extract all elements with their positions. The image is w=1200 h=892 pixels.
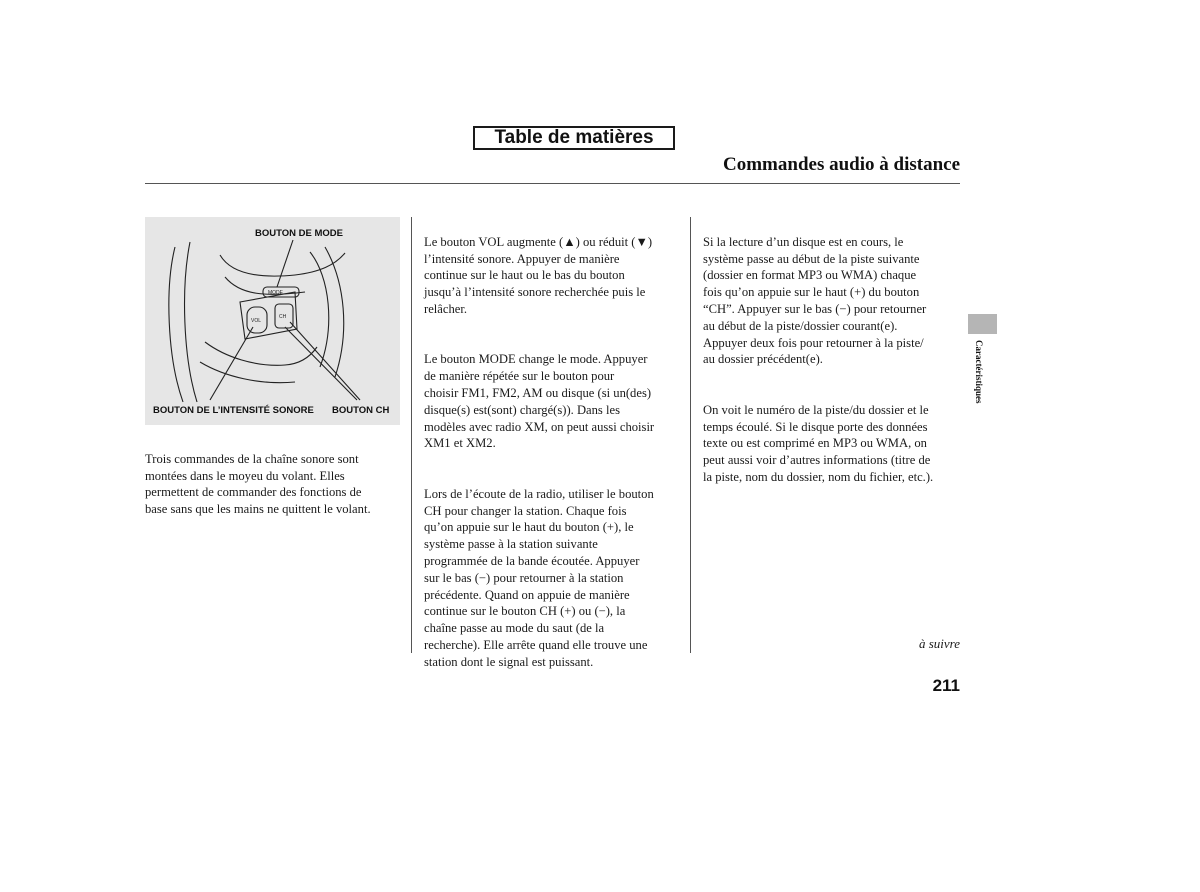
display-paragraph: On voit le numéro de la piste/du dossier et le temps écoulé. Si le disque porte des données texte ou est comprimé en MP3 ou WMA, on peut aussi voir d’autres informations (titre de la piste, nom du dossier, nom du fichier, etc.). xyxy=(703,402,934,484)
steering-wheel-drawing xyxy=(145,217,400,425)
column-divider-2 xyxy=(690,217,691,653)
volume-button-callout: BOUTON DE L’INTENSITÉ SONORE xyxy=(153,405,314,416)
ch-button-callout: BOUTON CH xyxy=(332,405,390,416)
ch-disc-paragraph: Si la lecture d’un disque est en cours, le système passe au début de la piste suivante (dossier en format MP3 ou WMA) chaque fois qu’on appuie sur le haut (+) du bouton “CH”. Appuyer sur le bas (−) pour retourner au début de la piste/dossier courant(e). Appuyer deux fois pour retourner à la piste/ au dossier précédent(e). xyxy=(703,234,927,367)
column-divider-1 xyxy=(411,217,412,653)
mode-button-label: MODE xyxy=(268,290,283,296)
vol-button-label: VOL xyxy=(251,318,262,324)
continued-note: à suivre xyxy=(918,636,960,651)
page-title: Commandes audio à distance xyxy=(723,154,960,175)
column-3 xyxy=(703,217,965,519)
section-label: Caractéristiques xyxy=(974,340,984,404)
vol-paragraph: Le bouton VOL augmente (▲) ou réduit (▼) l’intensité sonore. Appuyer de manière continue sur le haut ou le bas du bouton jusqu’à l’intensité sonore recherchée puis le relâcher. xyxy=(424,234,653,316)
mode-button-callout: BOUTON DE MODE xyxy=(255,228,343,239)
ch-button-label: CH xyxy=(279,314,287,320)
header-divider xyxy=(145,183,960,184)
mode-paragraph: Le bouton MODE change le mode. Appuyer de manière répétée sur le bouton pour choisir FM1, FM2, AM ou disque (si un(des) disque(s) est(sont) chargé(s)). Dans les modèles avec radio XM, on peut aussi choisir XM1 et XM2. xyxy=(424,352,655,451)
column-2 xyxy=(424,217,686,704)
ch-radio-paragraph: Lors de l’écoute de la radio, utiliser le bouton CH pour changer la station. Chaque fois qu’on appuie sur le haut du bouton (+), le système passe à la station suivante programmée de la bande écoutée. Appuyer sur le bas (−) pour retourner à la station précédente. Quand on appuie de manière continue sur le bouton CH (+) ou (−), la chaîne passe au mode du saut (de la recherche). Elle arrête quand elle trouve une station dont le signal est puissant. xyxy=(424,486,654,669)
table-of-contents-button[interactable]: Table de matières xyxy=(473,126,675,150)
page-number: 211 xyxy=(932,676,960,695)
intro-paragraph: Trois commandes de la chaîne sonore sont montées dans le moyeu du volant. Elles permettent de commander des fonctions de base sans que les mains ne quittent le volant. xyxy=(145,451,371,517)
column-1 xyxy=(145,434,405,552)
steering-wheel-illustration xyxy=(145,217,400,425)
section-tab[interactable] xyxy=(968,314,997,334)
